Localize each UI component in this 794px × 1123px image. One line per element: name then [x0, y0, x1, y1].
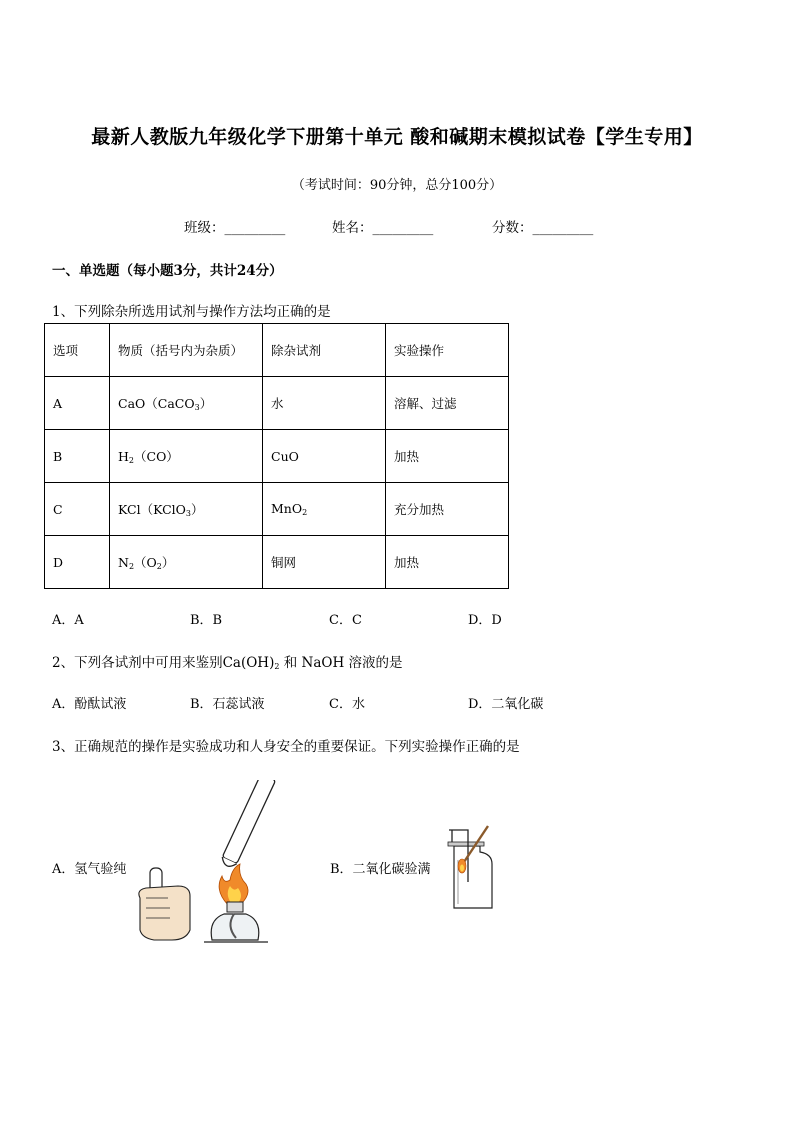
substance-cell: CaO（CaCO$_3$）	[110, 377, 263, 430]
q2-choice-d[interactable]: D．二氧化碳	[468, 697, 544, 712]
question-3: 3、正确规范的操作是实验成功和人身安全的重要保证。下列实验操作正确的是	[52, 739, 520, 755]
option-cell: C	[45, 483, 110, 536]
substance-cell: $N_2(O_2)$	[110, 536, 263, 589]
table-header: 实验操作	[386, 324, 509, 377]
option-cell: B	[45, 430, 110, 483]
q2-choice-c[interactable]: C．水	[329, 697, 365, 712]
q2-text-pre: 2、下列各试剂中可用来鉴别Ca(OH)	[52, 655, 275, 671]
table-row	[45, 377, 509, 430]
option-cell: A	[45, 377, 110, 430]
hydrogen-test-illustration	[128, 780, 278, 945]
table-row	[45, 483, 509, 536]
name-field	[332, 216, 433, 236]
table-row	[45, 536, 509, 589]
name-label: 姓名：	[332, 220, 373, 236]
reagent-cell: 铜网	[263, 536, 386, 589]
substance-cell: $H_2(CO)$	[110, 430, 263, 483]
substance-cell: KCl（KClO$_3$）	[110, 483, 263, 536]
table-header: 选项	[45, 324, 110, 377]
class-field	[184, 216, 285, 236]
name-blank: _________	[372, 220, 434, 236]
hand-icon	[139, 886, 190, 940]
option-cell: D	[45, 536, 110, 589]
question-2	[52, 651, 403, 671]
q1-choice-d[interactable]: D．D	[468, 613, 502, 628]
reagent-cell: MnO$_2$	[263, 483, 386, 536]
q3-choice-a[interactable]: A．氢气验纯	[52, 862, 127, 877]
class-label: 班级：	[184, 220, 225, 236]
class-blank: _________	[224, 220, 286, 236]
operation-cell: 充分加热	[386, 483, 509, 536]
section-heading: 一、单选题（每小题3分，共计24分）	[52, 263, 283, 279]
gas-bottle-icon	[454, 846, 492, 908]
q3-choice-b[interactable]: B．二氧化碳验满	[330, 862, 431, 877]
operation-cell: 加热	[386, 430, 509, 483]
q2-text-sub: 2	[274, 662, 280, 671]
score-blank: _________	[532, 220, 594, 236]
impurity-table	[44, 323, 509, 589]
q2-text-post: 和 NaOH 溶液的是	[279, 655, 403, 671]
q2-choice-a[interactable]: A．酚酞试液	[52, 697, 127, 712]
table-header: 除杂试剂	[263, 324, 386, 377]
exam-time-note: （考试时间：90分钟，总分100分）	[291, 178, 503, 193]
table-row	[45, 430, 509, 483]
table-header-row	[45, 324, 509, 377]
score-field	[492, 216, 593, 236]
operation-cell: 溶解、过滤	[386, 377, 509, 430]
q1-choice-b[interactable]: B．B	[190, 613, 223, 628]
question-1: 1、下列除杂所选用试剂与操作方法均正确的是	[52, 304, 331, 320]
test-tube-icon	[220, 780, 276, 869]
reagent-cell: 水	[263, 377, 386, 430]
reagent-cell: CuO	[263, 430, 386, 483]
q2-choice-b[interactable]: B．石蕊试液	[190, 697, 265, 712]
q1-choice-c[interactable]: C．C	[329, 613, 362, 628]
score-label: 分数：	[492, 220, 533, 236]
table-header: 物质（括号内为杂质）	[110, 324, 263, 377]
page-title: 最新人教版九年级化学下册第十单元 酸和碱期末模拟试卷【学生专用】	[91, 126, 703, 148]
q1-choice-a[interactable]: A．A	[52, 613, 84, 628]
co2-test-illustration	[440, 822, 502, 914]
operation-cell: 加热	[386, 536, 509, 589]
